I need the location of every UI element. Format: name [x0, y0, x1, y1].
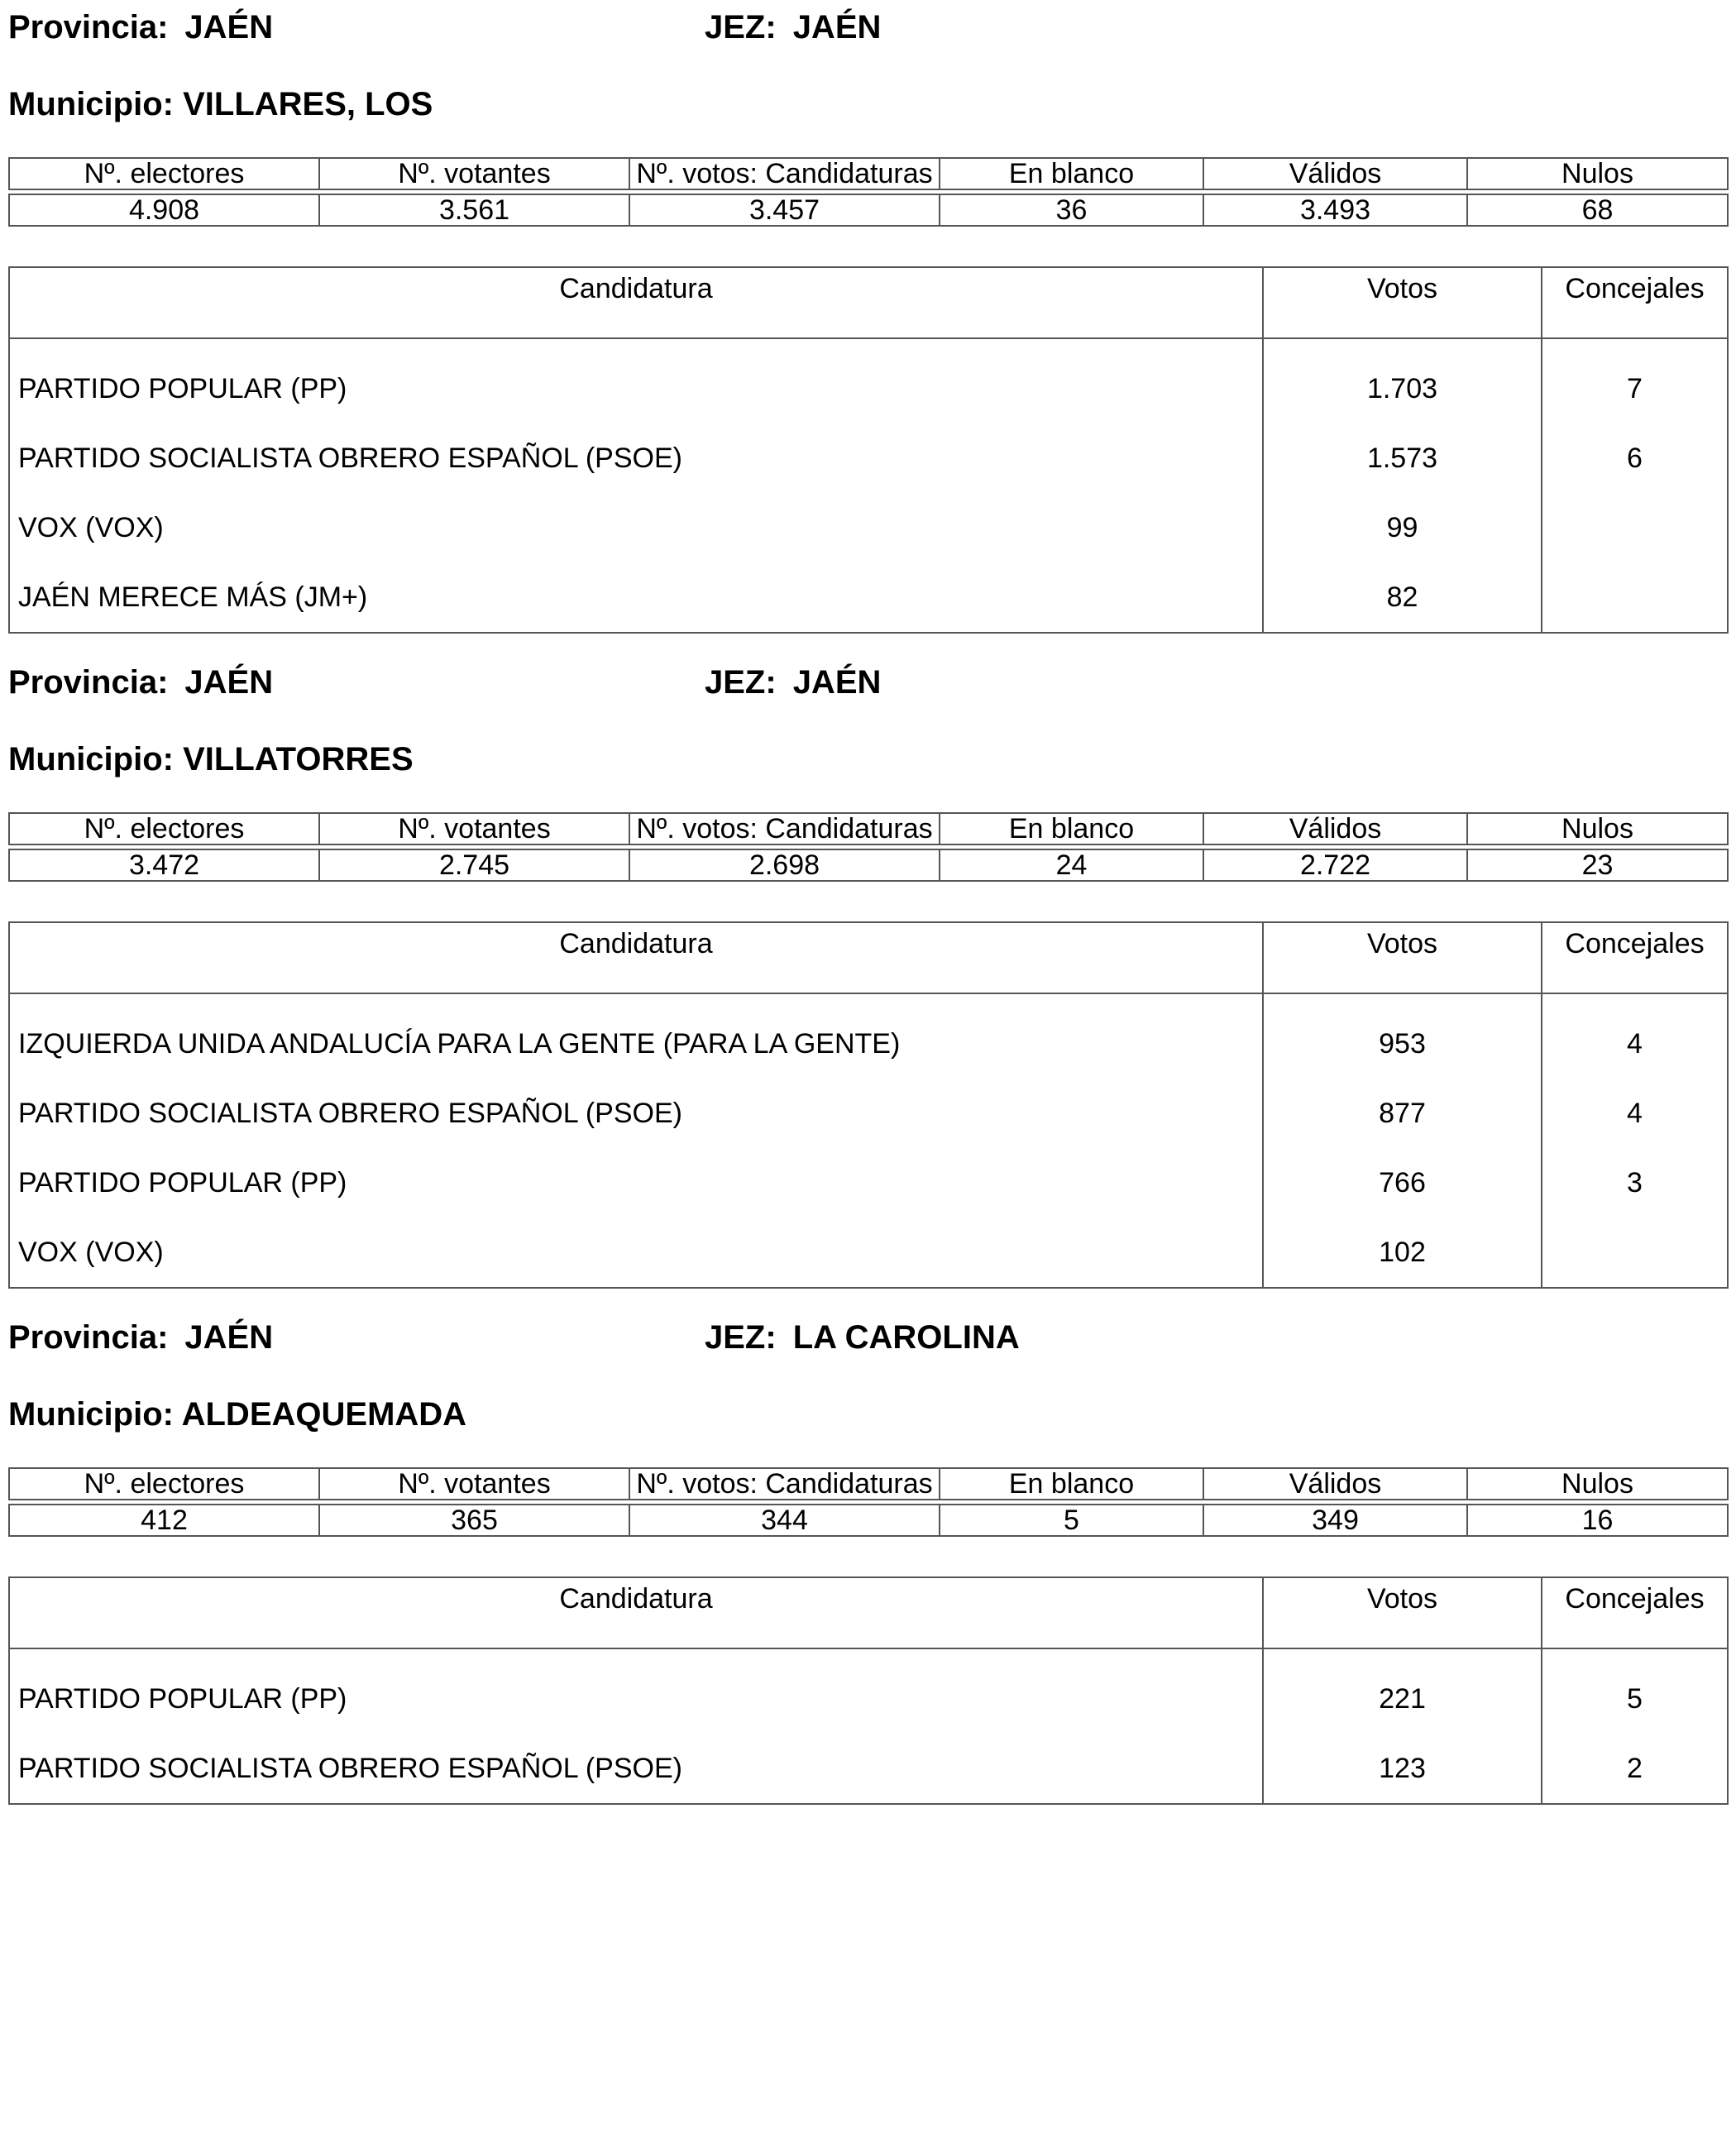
value-votantes: 3.561 — [319, 194, 629, 226]
provincia-label: Provincia: — [8, 664, 169, 701]
candidate-seats: 4 — [1542, 993, 1728, 1079]
municipality-section — [8, 655, 1727, 1267]
header-nulos: Nulos — [1467, 1468, 1728, 1500]
candidate-votes: 123 — [1263, 1734, 1542, 1804]
municipio-label: Municipio: — [8, 86, 174, 122]
value-nulos: 23 — [1467, 849, 1728, 881]
candidate-name: JAÉN MERECE MÁS (JM+) — [9, 562, 1263, 633]
value-nulos: 16 — [1467, 1505, 1728, 1536]
municipality-section — [8, 1310, 1727, 1922]
header-en-blanco: En blanco — [940, 158, 1203, 189]
table-row — [9, 423, 1728, 493]
municipio-value: ALDEAQUEMADA — [181, 1396, 467, 1433]
header-votos: Votos — [1263, 267, 1542, 338]
municipio-label: Municipio: — [8, 741, 174, 777]
table-row — [9, 1648, 1728, 1734]
header-nulos: Nulos — [1467, 813, 1728, 844]
candidate-votes: 953 — [1263, 993, 1542, 1079]
value-validos: 3.493 — [1203, 194, 1467, 226]
candidate-seats: 3 — [1542, 1148, 1728, 1218]
candidate-seats: 7 — [1542, 338, 1728, 423]
jez-value: JAÉN — [792, 9, 882, 45]
value-en-blanco: 36 — [940, 194, 1203, 226]
value-electores: 3.472 — [9, 849, 319, 881]
municipio-header — [8, 1394, 466, 1435]
jez-label: JEZ: — [705, 1319, 777, 1356]
candidate-seats: 2 — [1542, 1734, 1728, 1804]
jez-label: JEZ: — [705, 9, 777, 45]
value-nulos: 68 — [1467, 194, 1728, 226]
candidate-name: PARTIDO SOCIALISTA OBRERO ESPAÑOL (PSOE) — [9, 1734, 1263, 1804]
header-en-blanco: En blanco — [940, 1468, 1203, 1500]
header-votantes: Nº. votantes — [319, 813, 629, 844]
header-electores: Nº. electores — [9, 813, 319, 844]
candidate-votes: 1.703 — [1263, 338, 1542, 423]
municipio-value: VILLARES, LOS — [183, 86, 433, 122]
provincia-block — [8, 662, 273, 703]
municipality-section — [8, 0, 1727, 612]
candidate-seats — [1542, 1218, 1728, 1288]
value-electores: 4.908 — [9, 194, 319, 226]
candidate-name: PARTIDO POPULAR (PP) — [9, 1648, 1263, 1734]
value-en-blanco: 24 — [940, 849, 1203, 881]
jez-block — [705, 1317, 1020, 1358]
value-votos-candidaturas: 3.457 — [629, 194, 940, 226]
candidate-name: PARTIDO POPULAR (PP) — [9, 1148, 1263, 1218]
candidate-votes: 221 — [1263, 1648, 1542, 1734]
table-row — [9, 1218, 1728, 1288]
candidates-table — [8, 266, 1729, 634]
candidate-votes: 99 — [1263, 493, 1542, 562]
candidate-seats — [1542, 493, 1728, 562]
value-validos: 349 — [1203, 1505, 1467, 1536]
municipio-header — [8, 739, 414, 780]
table-row — [9, 493, 1728, 562]
candidate-seats — [1542, 562, 1728, 633]
header-validos: Válidos — [1203, 1468, 1467, 1500]
value-votos-candidaturas: 2.698 — [629, 849, 940, 881]
candidate-seats: 5 — [1542, 1648, 1728, 1734]
value-votantes: 2.745 — [319, 849, 629, 881]
jez-value: LA CAROLINA — [792, 1319, 1020, 1356]
jez-block — [705, 662, 881, 703]
header-votos: Votos — [1263, 1577, 1542, 1648]
candidates-table — [8, 1576, 1729, 1805]
municipio-value: VILLATORRES — [183, 741, 414, 777]
candidate-votes: 1.573 — [1263, 423, 1542, 493]
municipio-header — [8, 84, 433, 125]
header-electores: Nº. electores — [9, 1468, 319, 1500]
candidate-votes: 877 — [1263, 1079, 1542, 1148]
provincia-value: JAÉN — [184, 664, 274, 701]
header-nulos: Nulos — [1467, 158, 1728, 189]
header-candidatura: Candidatura — [9, 267, 1263, 338]
candidate-votes: 82 — [1263, 562, 1542, 633]
summary-table — [8, 812, 1729, 882]
summary-table — [8, 1467, 1729, 1537]
value-electores: 412 — [9, 1505, 319, 1536]
table-row — [9, 993, 1728, 1079]
candidates-table — [8, 921, 1729, 1289]
provincia-value: JAÉN — [184, 9, 274, 45]
table-row — [9, 1734, 1728, 1804]
table-row — [9, 338, 1728, 423]
header-votantes: Nº. votantes — [319, 1468, 629, 1500]
header-concejales: Concejales — [1542, 267, 1728, 338]
provincia-block — [8, 7, 273, 48]
provincia-block — [8, 1317, 273, 1358]
header-votos-candidaturas: Nº. votos: Candidaturas — [629, 813, 940, 844]
header-concejales: Concejales — [1542, 922, 1728, 993]
header-candidatura: Candidatura — [9, 1577, 1263, 1648]
province-header — [8, 1317, 1727, 1358]
value-en-blanco: 5 — [940, 1505, 1203, 1536]
candidate-name: PARTIDO SOCIALISTA OBRERO ESPAÑOL (PSOE) — [9, 1079, 1263, 1148]
candidate-name: PARTIDO POPULAR (PP) — [9, 338, 1263, 423]
table-row — [9, 1079, 1728, 1148]
value-validos: 2.722 — [1203, 849, 1467, 881]
candidate-name: IZQUIERDA UNIDA ANDALUCÍA PARA LA GENTE (PARA LA GENTE) — [9, 993, 1263, 1079]
province-header — [8, 7, 1727, 48]
provincia-label: Provincia: — [8, 9, 169, 45]
table-row — [9, 562, 1728, 633]
header-concejales: Concejales — [1542, 1577, 1728, 1648]
header-validos: Válidos — [1203, 158, 1467, 189]
candidate-votes: 102 — [1263, 1218, 1542, 1288]
header-votantes: Nº. votantes — [319, 158, 629, 189]
candidate-name: VOX (VOX) — [9, 493, 1263, 562]
summary-table — [8, 157, 1729, 227]
candidate-name: PARTIDO SOCIALISTA OBRERO ESPAÑOL (PSOE) — [9, 423, 1263, 493]
jez-value: JAÉN — [792, 664, 882, 701]
candidate-name: VOX (VOX) — [9, 1218, 1263, 1288]
header-votos-candidaturas: Nº. votos: Candidaturas — [629, 158, 940, 189]
candidate-seats: 4 — [1542, 1079, 1728, 1148]
municipio-label: Municipio: — [8, 1396, 174, 1433]
candidate-seats: 6 — [1542, 423, 1728, 493]
table-row — [9, 1148, 1728, 1218]
provincia-value: JAÉN — [184, 1319, 274, 1356]
header-en-blanco: En blanco — [940, 813, 1203, 844]
header-votos: Votos — [1263, 922, 1542, 993]
header-votos-candidaturas: Nº. votos: Candidaturas — [629, 1468, 940, 1500]
provincia-label: Provincia: — [8, 1319, 169, 1356]
jez-block — [705, 7, 881, 48]
jez-label: JEZ: — [705, 664, 777, 701]
header-electores: Nº. electores — [9, 158, 319, 189]
header-candidatura: Candidatura — [9, 922, 1263, 993]
value-votantes: 365 — [319, 1505, 629, 1536]
value-votos-candidaturas: 344 — [629, 1505, 940, 1536]
candidate-votes: 766 — [1263, 1148, 1542, 1218]
header-validos: Válidos — [1203, 813, 1467, 844]
province-header — [8, 662, 1727, 703]
